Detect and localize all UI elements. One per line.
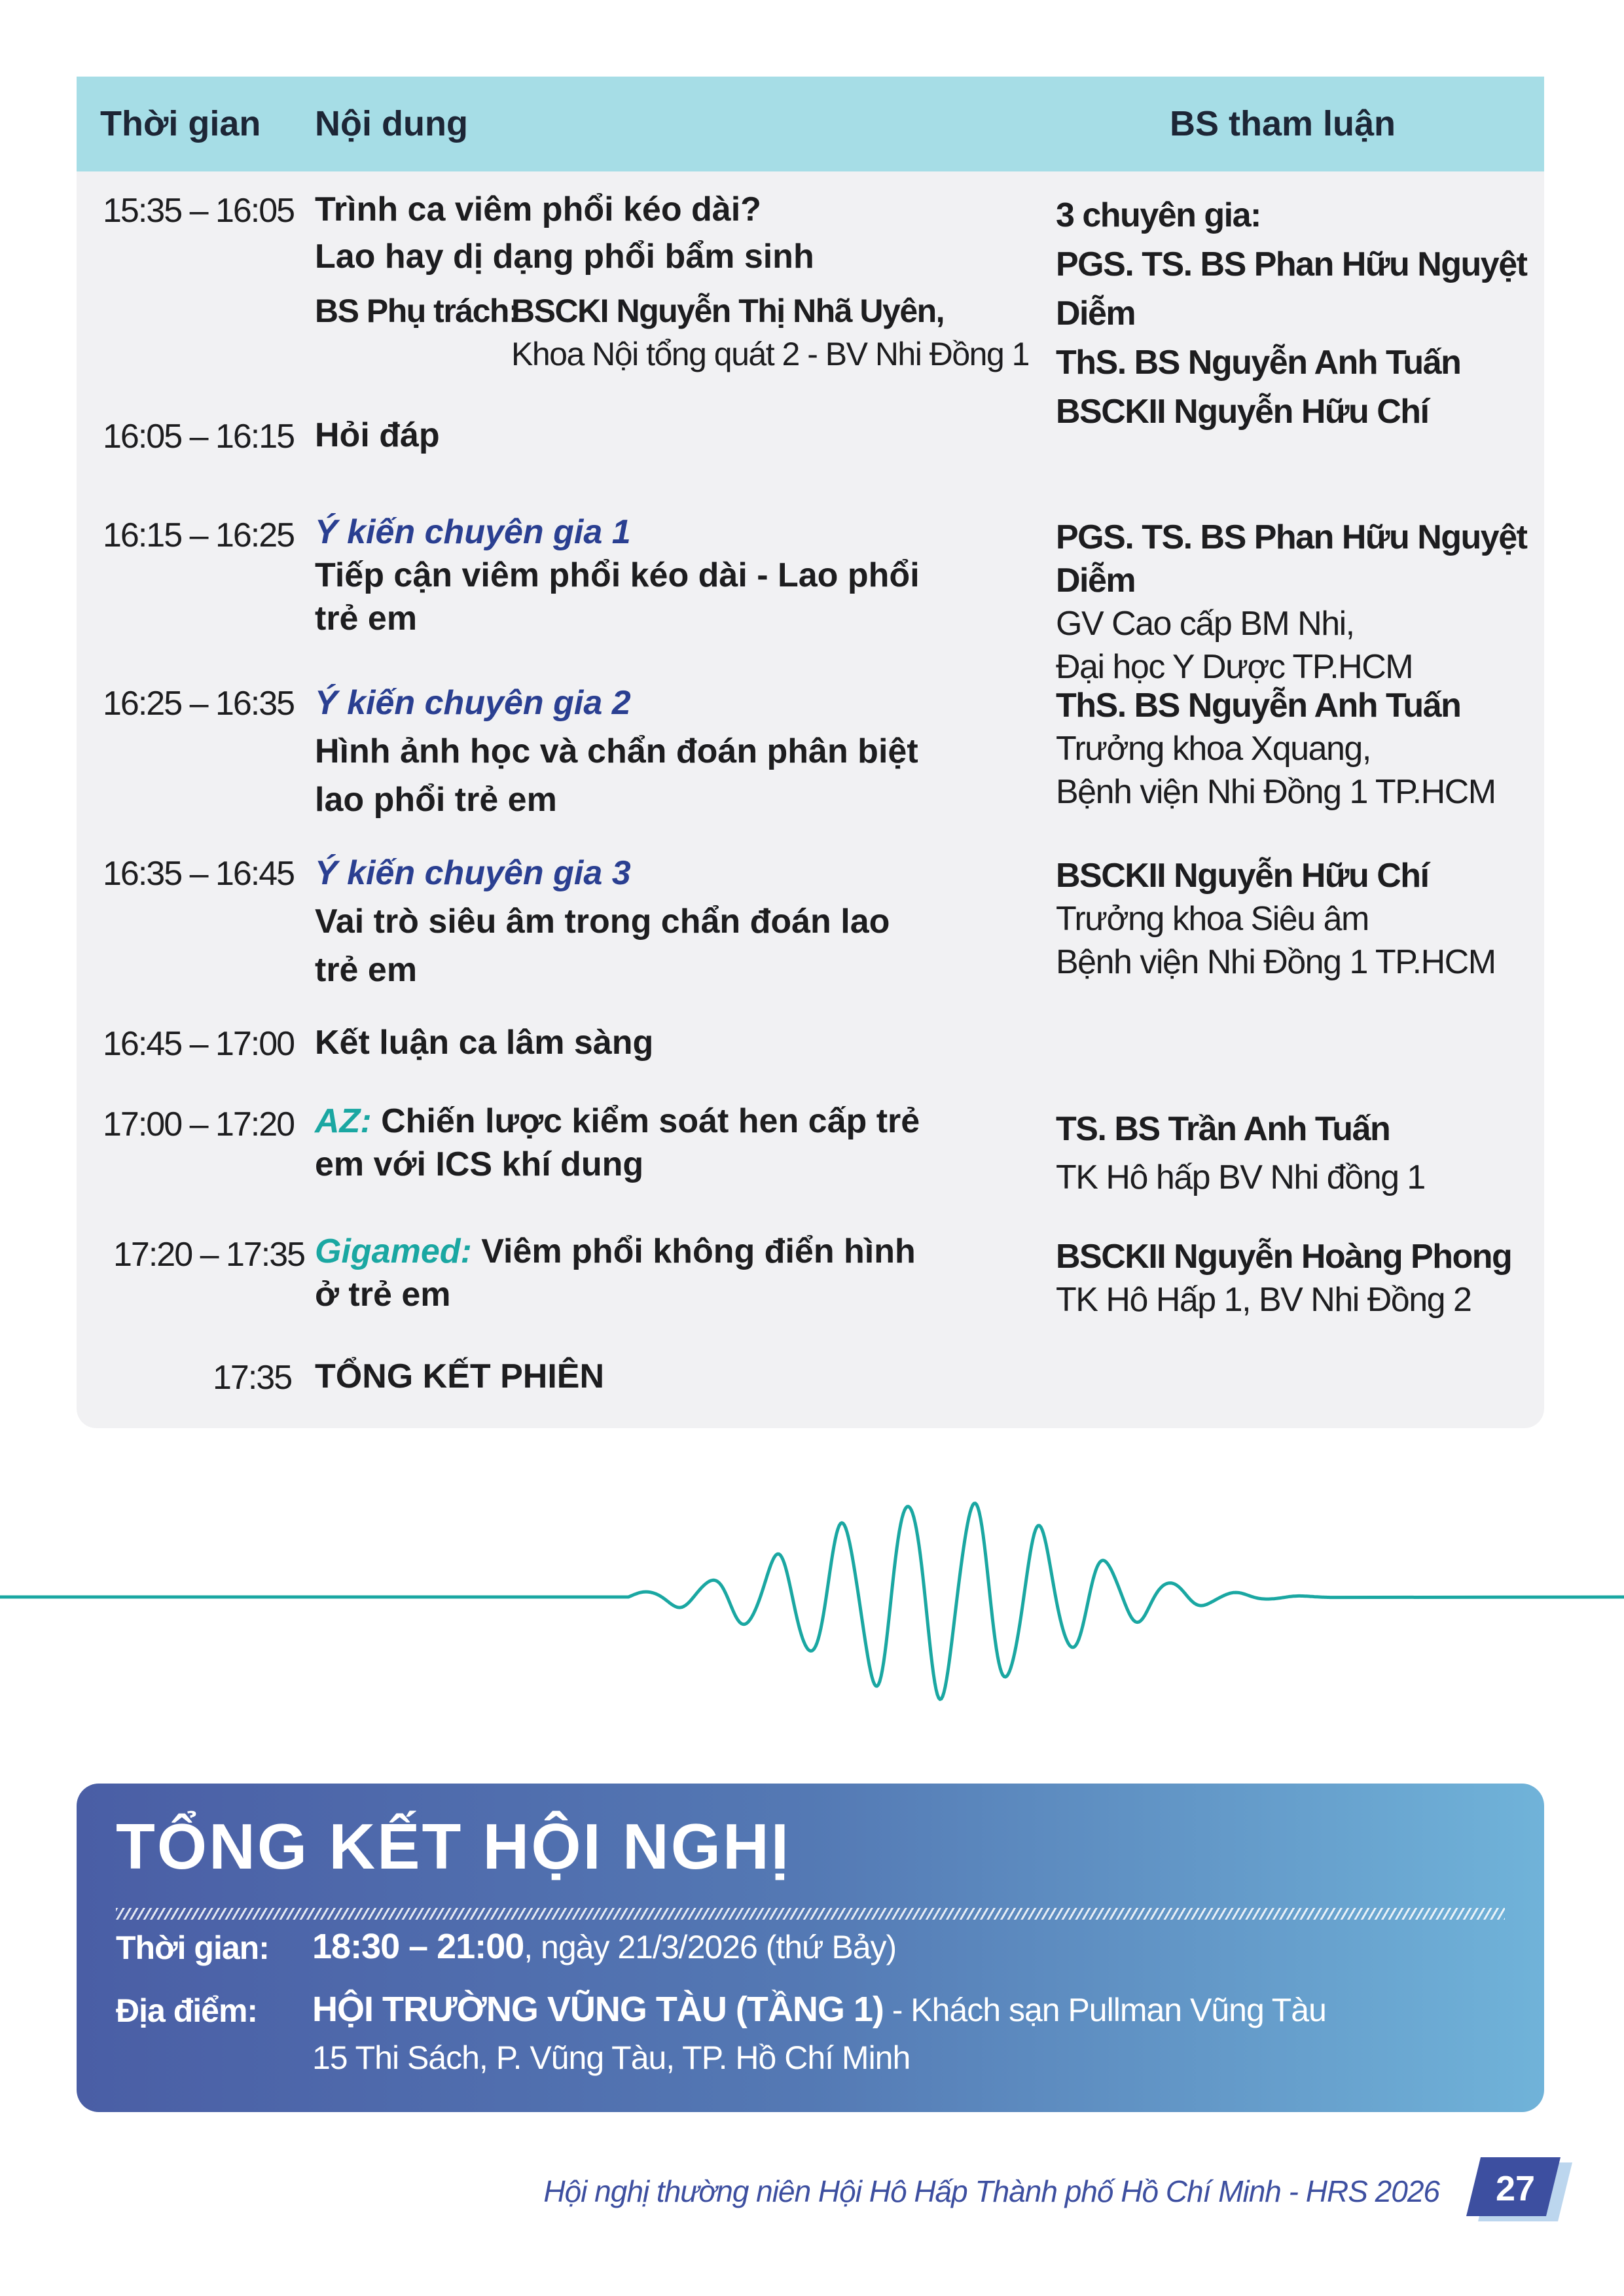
speaker-line: PGS. TS. BS Phan Hữu Nguyệt Diễm	[1056, 245, 1527, 332]
row-content	[315, 1019, 1087, 1066]
speaker-info: Trưởng khoa Xquang,	[1056, 730, 1371, 768]
table-header	[77, 77, 1544, 171]
session-title: Viêm phổi không điển hình	[481, 1232, 916, 1270]
charge-name: BSCKI Nguyễn Thị Nhã Uyên,	[511, 293, 945, 329]
row-content	[315, 1100, 1087, 1186]
row-time: 16:05 – 16:15	[103, 418, 295, 456]
venue-hotel: - Khách sạn Pullman Vũng Tàu	[883, 1992, 1326, 2028]
venue-address: 15 Thi Sách, P. Vũng Tàu, TP. Hồ Chí Minh	[312, 2039, 911, 2076]
content-line: Lao hay dị dạng phổi bẩm sinh	[315, 238, 814, 276]
content-line: lao phổi trẻ em	[315, 781, 557, 819]
place-label: Địa điểm:	[116, 1992, 258, 2029]
speaker-info: GV Cao cấp BM Nhi,	[1056, 605, 1354, 643]
row-time: 16:25 – 16:35	[103, 685, 295, 723]
row-time: 15:35 – 16:05	[103, 192, 295, 230]
content-line: Tiếp cận viêm phổi kéo dài - Lao phổi	[315, 556, 920, 594]
content-line: Kết luận ca lâm sàng	[315, 1024, 654, 1062]
place-value	[312, 1989, 1326, 2030]
row-time: 17:00 – 17:20	[103, 1105, 295, 1143]
row-speakers	[1056, 1105, 1540, 1202]
content-line: TỔNG KẾT PHIÊN	[315, 1357, 605, 1395]
row-content	[315, 1230, 1087, 1316]
sponsor-label: AZ:	[315, 1102, 372, 1140]
row-speakers	[1056, 854, 1540, 984]
content-line: Hình ảnh học và chẩn đoán phân biệt	[315, 732, 918, 770]
charge-label: BS Phụ trách:	[315, 293, 519, 329]
speaker-info: TK Hô hấp BV Nhi đồng 1	[1056, 1158, 1425, 1196]
time-label: Thời gian:	[116, 1929, 269, 1966]
speaker-name: ThS. BS Nguyễn Anh Tuấn	[1056, 687, 1461, 725]
row-content	[315, 412, 1087, 459]
heartbeat-wave-icon	[0, 1479, 1624, 1715]
content-line: trẻ em	[315, 600, 418, 637]
row-content	[315, 511, 1087, 640]
speaker-info: TK Hô Hấp 1, BV Nhi Đồng 2	[1056, 1281, 1471, 1319]
charge-dept: Khoa Nội tổng quát 2 - BV Nhi Đồng 1	[511, 336, 1029, 372]
summary-title: TỔNG KẾT HỘI NGHỊ	[116, 1810, 791, 1882]
expert-label: Ý kiến chuyên gia 1	[315, 513, 631, 551]
speaker-name: TS. BS Trần Anh Tuấn	[1056, 1110, 1390, 1148]
footer-conference-name: Hội nghị thường niên Hội Hô Hấp Thành phố Hồ Chí Minh - HRS 2026	[543, 2174, 1439, 2208]
expert-label: Ý kiến chuyên gia 3	[315, 854, 631, 892]
row-time: 16:35 – 16:45	[103, 855, 295, 893]
content-line	[315, 1230, 1087, 1273]
content-line: trẻ em	[315, 951, 418, 989]
speaker-name: BSCKII Nguyễn Hữu Chí	[1056, 857, 1429, 895]
row-content	[315, 849, 1087, 994]
speaker-info: Bệnh viện Nhi Đồng 1 TP.HCM	[1056, 773, 1496, 811]
content-line: Vai trò siêu âm trong chẩn đoán lao	[315, 903, 890, 941]
venue-hall: HỘI TRƯỜNG VŨNG TÀU (TẦNG 1)	[312, 1990, 884, 2029]
speaker-name: PGS. TS. BS Phan Hữu Nguyệt Diễm	[1056, 518, 1527, 600]
row-content	[315, 186, 1087, 280]
conference-summary-box	[77, 1784, 1544, 2112]
speaker-info: Trưởng khoa Siêu âm	[1056, 900, 1369, 938]
content-line	[315, 1100, 1087, 1143]
row-time: 17:20 – 17:35	[113, 1236, 305, 1274]
row-speakers	[1056, 191, 1540, 437]
row-content	[315, 1353, 1087, 1400]
row-speakers	[1056, 684, 1540, 814]
row-time: 16:45 – 17:00	[103, 1025, 295, 1063]
divider	[116, 1908, 1505, 1920]
speaker-name: BSCKII Nguyễn Hoàng Phong	[1056, 1238, 1512, 1276]
time-value	[312, 1926, 896, 1967]
content-line: Hỏi đáp	[315, 416, 440, 454]
speaker-line: 3 chuyên gia:	[1056, 196, 1261, 234]
sponsor-label: Gigamed:	[315, 1232, 472, 1270]
content-line: em với ICS khí dung	[315, 1145, 644, 1183]
header-time: Thời gian	[100, 104, 261, 143]
session-title: Chiến lược kiểm soát hen cấp trẻ	[381, 1102, 920, 1140]
row-speakers	[1056, 516, 1540, 689]
speaker-line: ThS. BS Nguyễn Anh Tuấn	[1056, 344, 1461, 382]
row-content	[315, 679, 1087, 824]
time-range: 18:30 – 21:00	[312, 1927, 524, 1966]
schedule-table	[77, 77, 1544, 1428]
expert-label: Ý kiến chuyên gia 2	[315, 684, 631, 722]
content-line: ở trẻ em	[315, 1276, 451, 1314]
row-time: 16:15 – 16:25	[103, 516, 295, 554]
speaker-line: BSCKII Nguyễn Hữu Chí	[1056, 393, 1429, 431]
header-content: Nội dung	[315, 104, 468, 143]
speaker-info: Đại học Y Dược TP.HCM	[1056, 648, 1413, 686]
speaker-info: Bệnh viện Nhi Đồng 1 TP.HCM	[1056, 943, 1496, 981]
page-number: 27	[1495, 2169, 1536, 2208]
row-time: 17:35	[213, 1359, 292, 1397]
content-line: Trình ca viêm phổi kéo dài?	[315, 190, 761, 228]
time-date: , ngày 21/3/2026 (thứ Bảy)	[524, 1929, 897, 1965]
row-speakers	[1056, 1235, 1540, 1321]
header-speaker: BS tham luận	[1170, 104, 1396, 143]
